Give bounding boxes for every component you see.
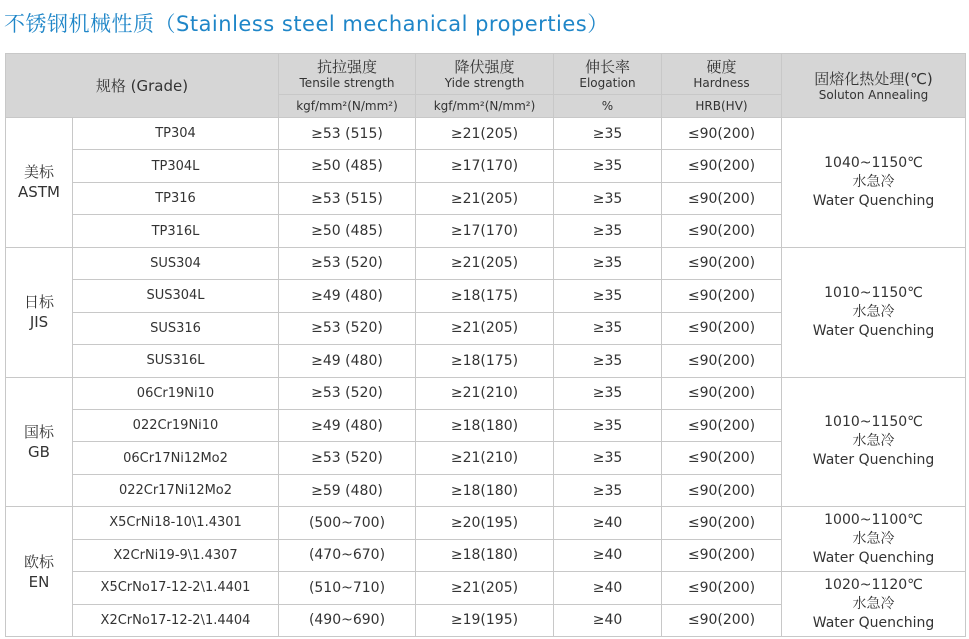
elongation-cell: ≥40 (554, 604, 662, 636)
tensile-cell: ≥49 (480) (279, 280, 416, 312)
grade-cell: SUS316L (73, 345, 279, 377)
grade-cell: X2CrNi19-9\1.4307 (73, 539, 279, 571)
grade-cell: TP304 (73, 118, 279, 150)
elongation-cell: ≥35 (554, 312, 662, 344)
yield-cell: ≥21(205) (416, 247, 554, 279)
header-hardness: 硬度 Hardness (662, 54, 782, 95)
tensile-cell: ≥50 (485) (279, 215, 416, 247)
grade-cell: 022Cr17Ni12Mo2 (73, 474, 279, 506)
yield-cell: ≥21(205) (416, 572, 554, 604)
yield-cell: ≥17(170) (416, 215, 554, 247)
elongation-cell: ≥35 (554, 474, 662, 506)
page-title: 不锈钢机械性质（Stainless steel mechanical properties） (4, 12, 609, 36)
hardness-cell: ≤90(200) (662, 539, 782, 571)
unit-hardness: HRB(HV) (662, 95, 782, 118)
grade-cell: 022Cr19Ni10 (73, 409, 279, 441)
tensile-cell: ≥49 (480) (279, 409, 416, 441)
yield-cell: ≥21(210) (416, 442, 554, 474)
elongation-cell: ≥35 (554, 150, 662, 182)
header-yield: 降伏强度 Yide strength (416, 54, 554, 95)
yield-cell: ≥21(205) (416, 312, 554, 344)
yield-cell: ≥18(180) (416, 409, 554, 441)
hardness-cell: ≤90(200) (662, 215, 782, 247)
header-tensile: 抗拉强度 Tensile strength (279, 54, 416, 95)
grade-cell: X2CrNo17-12-2\1.4404 (73, 604, 279, 636)
hardness-cell: ≤90(200) (662, 345, 782, 377)
elongation-cell: ≥35 (554, 409, 662, 441)
grade-cell: SUS304L (73, 280, 279, 312)
yield-cell: ≥21(205) (416, 118, 554, 150)
elongation-cell: ≥35 (554, 182, 662, 214)
header-annealing: 固熔化热处理(℃) Soluton Annealing (782, 54, 966, 118)
annealing-cell: 1040~1150℃ 水急冷 Water Quenching (782, 118, 966, 248)
tensile-cell: (490~690) (279, 604, 416, 636)
annealing-cell: 1010~1150℃ 水急冷 Water Quenching (782, 247, 966, 377)
grade-cell: 06Cr19Ni10 (73, 377, 279, 409)
table-row (6, 572, 966, 604)
yield-cell: ≥18(175) (416, 345, 554, 377)
hardness-cell: ≤90(200) (662, 118, 782, 150)
standard-label: 美标 ASTM (6, 118, 73, 248)
standard-label: 日标 JIS (6, 247, 73, 377)
hardness-cell: ≤90(200) (662, 280, 782, 312)
table-row (6, 247, 966, 279)
tensile-cell: ≥53 (515) (279, 182, 416, 214)
grade-cell: SUS316 (73, 312, 279, 344)
hardness-cell: ≤90(200) (662, 377, 782, 409)
tensile-cell: ≥50 (485) (279, 150, 416, 182)
yield-cell: ≥18(180) (416, 539, 554, 571)
grade-cell: 06Cr17Ni12Mo2 (73, 442, 279, 474)
grade-cell: SUS304 (73, 247, 279, 279)
standard-label: 国标 GB (6, 377, 73, 507)
elongation-cell: ≥35 (554, 118, 662, 150)
table-row (6, 118, 966, 150)
standard-label: 欧标 EN (6, 507, 73, 637)
header-elongation: 伸长率 Elogation (554, 54, 662, 95)
annealing-cell: 1010~1150℃ 水急冷 Water Quenching (782, 377, 966, 507)
table-body (6, 118, 966, 637)
unit-yield: kgf/mm²(N/mm²) (416, 95, 554, 118)
elongation-cell: ≥35 (554, 280, 662, 312)
elongation-cell: ≥40 (554, 507, 662, 539)
yield-cell: ≥21(210) (416, 377, 554, 409)
elongation-cell: ≥35 (554, 345, 662, 377)
tensile-cell: ≥49 (480) (279, 345, 416, 377)
tensile-cell: (470~670) (279, 539, 416, 571)
yield-cell: ≥18(180) (416, 474, 554, 506)
yield-cell: ≥17(170) (416, 150, 554, 182)
grade-cell: TP304L (73, 150, 279, 182)
header-grade: 规格 (Grade) (6, 54, 279, 118)
properties-table (5, 53, 966, 637)
hardness-cell: ≤90(200) (662, 312, 782, 344)
elongation-cell: ≥40 (554, 572, 662, 604)
elongation-cell: ≥35 (554, 377, 662, 409)
tensile-cell: ≥59 (480) (279, 474, 416, 506)
hardness-cell: ≤90(200) (662, 474, 782, 506)
elongation-cell: ≥35 (554, 247, 662, 279)
elongation-cell: ≥35 (554, 442, 662, 474)
unit-tensile: kgf/mm²(N/mm²) (279, 95, 416, 118)
grade-cell: X5CrNo17-12-2\1.4401 (73, 572, 279, 604)
hardness-cell: ≤90(200) (662, 182, 782, 214)
table-row (6, 507, 966, 539)
grade-cell: TP316L (73, 215, 279, 247)
annealing-cell: 1000~1100℃ 水急冷 Water Quenching (782, 507, 966, 572)
unit-elongation: % (554, 95, 662, 118)
tensile-cell: ≥53 (520) (279, 312, 416, 344)
yield-cell: ≥18(175) (416, 280, 554, 312)
hardness-cell: ≤90(200) (662, 442, 782, 474)
hardness-cell: ≤90(200) (662, 247, 782, 279)
table-row (6, 377, 966, 409)
hardness-cell: ≤90(200) (662, 604, 782, 636)
tensile-cell: ≥53 (520) (279, 442, 416, 474)
yield-cell: ≥20(195) (416, 507, 554, 539)
hardness-cell: ≤90(200) (662, 572, 782, 604)
hardness-cell: ≤90(200) (662, 507, 782, 539)
hardness-cell: ≤90(200) (662, 409, 782, 441)
grade-cell: TP316 (73, 182, 279, 214)
elongation-cell: ≥40 (554, 539, 662, 571)
tensile-cell: ≥53 (520) (279, 377, 416, 409)
annealing-cell: 1020~1120℃ 水急冷 Water Quenching (782, 572, 966, 637)
tensile-cell: (510~710) (279, 572, 416, 604)
grade-cell: X5CrNi18-10\1.4301 (73, 507, 279, 539)
elongation-cell: ≥35 (554, 215, 662, 247)
yield-cell: ≥21(205) (416, 182, 554, 214)
hardness-cell: ≤90(200) (662, 150, 782, 182)
tensile-cell: ≥53 (515) (279, 118, 416, 150)
yield-cell: ≥19(195) (416, 604, 554, 636)
tensile-cell: ≥53 (520) (279, 247, 416, 279)
tensile-cell: (500~700) (279, 507, 416, 539)
